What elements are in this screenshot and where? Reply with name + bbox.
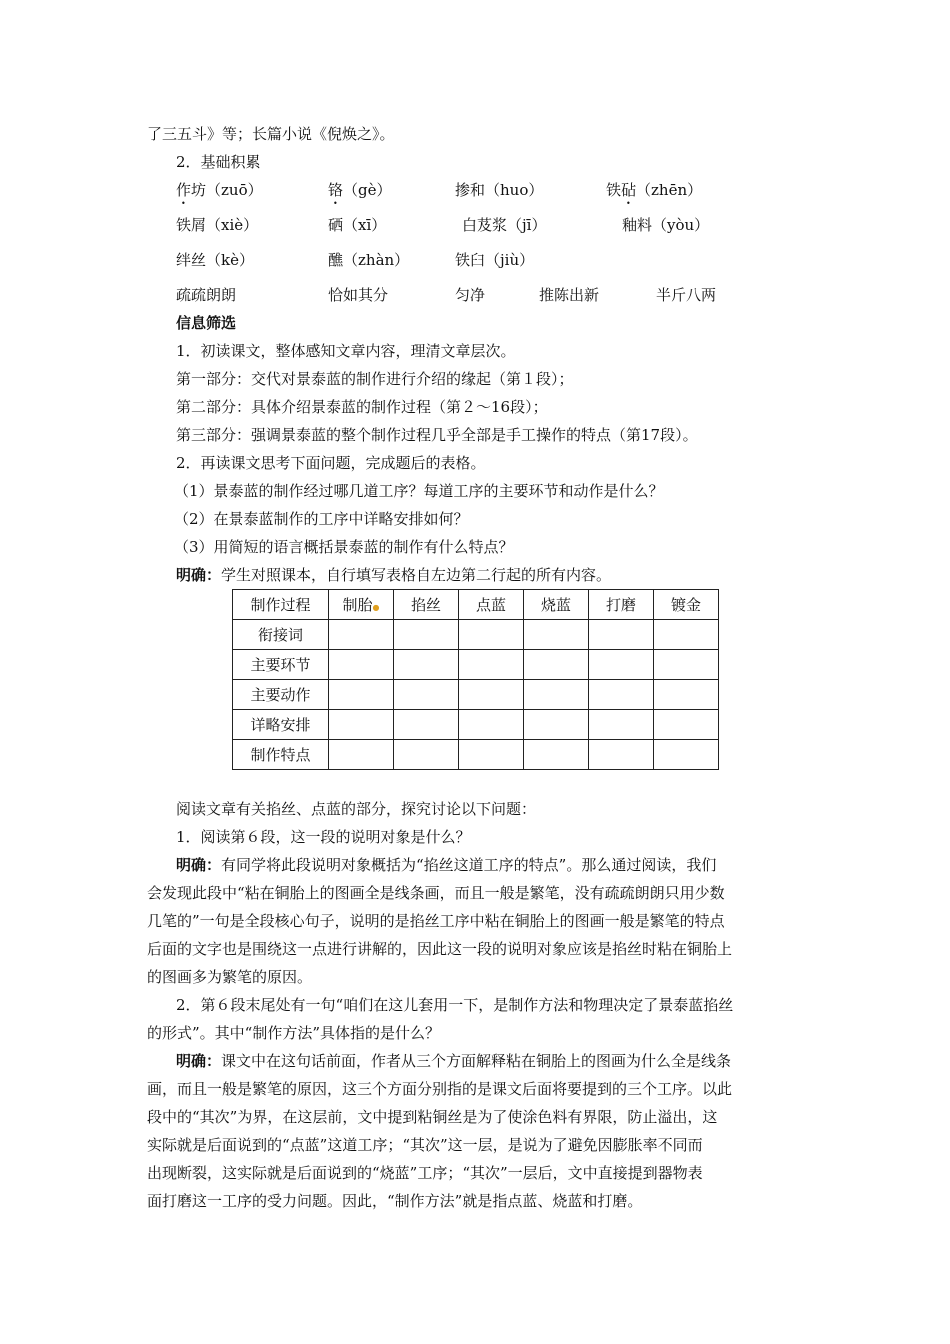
info-q1: 1．初读课文，整体感知文章内容，理清文章层次。 [176,342,516,360]
table-row [233,620,719,650]
process-table [232,589,719,770]
paragraph-line: 的图画多为繁笔的原因。 [147,968,313,986]
paragraph-line: 的形式”。其中“制作方法”具体指的是什么？ [147,1024,441,1042]
table-cell[interactable] [589,680,654,710]
paragraph-line: 出现断裂，这实际就是后面说到的“烧蓝”工序；“其次”一层后，文中直接提到器物表 [147,1164,703,1182]
table-cell[interactable] [589,620,654,650]
table-header-cell: 掐丝 [394,590,459,620]
table-cell[interactable] [524,740,589,770]
mark-dot: ● [372,603,380,612]
table-cell[interactable] [524,710,589,740]
vocab-item: 作坊（zuō） [176,181,263,199]
table-row-label: 衔接词 [233,620,329,650]
table-cell[interactable] [654,710,719,740]
discussion-a1: 明确：有同学将此段说明对象概括为“掐丝这道工序的特点”。那么通过阅读，我们 [176,856,717,874]
table-row [233,710,719,740]
info-heading: 信息筛选 [176,314,237,332]
part-3: 第三部分：强调景泰蓝的整个制作过程几乎全部是手工操作的特点（第17段）。 [176,426,698,444]
idiom: 恰如其分 [328,286,389,304]
sub-question-1: （1）景泰蓝的制作经过哪几道工序？每道工序的主要环节和动作是什么？ [174,482,664,500]
table-cell[interactable] [459,710,524,740]
table-header-cell: 制作过程 [233,590,329,620]
table-cell[interactable] [394,680,459,710]
idiom: 疏疏朗朗 [176,286,237,304]
table-row [233,650,719,680]
table-cell[interactable] [329,740,394,770]
vocab-item: 铁屑（xiè） [176,216,259,234]
table-cell[interactable] [459,620,524,650]
idiom: 匀净 [455,286,486,304]
part-1: 第一部分：交代对景泰蓝的制作进行介绍的缘起（第１段）； [176,370,574,388]
table-header-row [233,590,719,620]
answer-1: 明确：学生对照课本，自行填写表格自左边第二行起的所有内容。 [176,566,612,584]
basics-heading: 2．基础积累 [176,153,261,171]
sub-question-2: （2）在景泰蓝制作的工序中详略安排如何？ [174,510,469,528]
table-row-label: 主要动作 [233,680,329,710]
table-row [233,740,719,770]
table-cell[interactable] [524,680,589,710]
table-cell[interactable] [329,620,394,650]
table-header-cell: 打磨 [589,590,654,620]
table-cell[interactable] [394,650,459,680]
table-cell[interactable] [394,710,459,740]
table-cell[interactable] [459,680,524,710]
idiom: 半斤八两 [656,286,717,304]
table-cell[interactable] [589,650,654,680]
sub-question-3: （3）用简短的语言概括景泰蓝的制作有什么特点？ [174,538,514,556]
paragraph-line: 段中的“其次”为界，在这层前，文中提到粘铜丝是为了使涂色料有界限，防止溢出，这 [147,1108,718,1126]
paragraph-line: 画，而且一般是繁笔的原因，这三个方面分别指的是课文后面将要提到的三个工序。以此 [147,1080,733,1098]
table-cell[interactable] [524,620,589,650]
vocab-item: 釉料（yòu） [622,216,710,234]
paragraph-line: 后面的文字也是围绕这一点进行讲解的，因此这一段的说明对象应该是掐丝时粘在铜胎上 [147,940,733,958]
vocab-item: 绊丝（kè） [176,251,254,269]
vocab-item: 醮（zhàn） [328,251,410,269]
table-cell[interactable] [329,650,394,680]
table-cell[interactable] [394,620,459,650]
paragraph-line: 面打磨这一工序的受力问题。因此，“制作方法”就是指点蓝、烧蓝和打磨。 [147,1192,643,1210]
part-2: 第二部分：具体介绍景泰蓝的制作过程（第２～16段）； [176,398,548,416]
info-q2: 2．再读课文思考下面问题，完成题后的表格。 [176,454,486,472]
table-row-label: 制作特点 [233,740,329,770]
discussion-q2: 2．第６段末尾处有一句“咱们在这儿套用一下，是制作方法和物理决定了景泰蓝掐丝 [176,996,734,1014]
paragraph-line: 几笔的”一句是全段核心句子，说明的是掐丝工序中粘在铜胎上的图画一般是繁笔的特点 [147,912,725,930]
table-row-label: 主要环节 [233,650,329,680]
table-cell[interactable] [459,650,524,680]
discussion-intro: 阅读文章有关掐丝、点蓝的部分，探究讨论以下问题： [176,800,537,818]
table-row-label: 详略安排 [233,710,329,740]
table-header-cell: 烧蓝 [524,590,589,620]
table-cell[interactable] [654,680,719,710]
table-header-cell: 镀金 [654,590,719,620]
table-cell[interactable] [589,710,654,740]
vocab-item: 硒（xī） [328,216,387,234]
discussion-q1: 1．阅读第６段，这一段的说明对象是什么？ [176,828,471,846]
table-row [233,680,719,710]
idiom: 推陈出新 [539,286,600,304]
table-cell[interactable] [654,740,719,770]
vocab-item: 铁砧（zhēn） [606,181,703,199]
discussion-a2: 明确：课文中在这句话前面，作者从三个方面解释粘在铜胎上的图画为什么全是线条 [176,1052,732,1070]
table-cell[interactable] [329,710,394,740]
vocab-item: 掺和（huo） [455,181,544,199]
table-cell[interactable] [654,620,719,650]
table-cell[interactable] [394,740,459,770]
table-header-cell: 制胎● [329,590,394,620]
table-cell[interactable] [654,650,719,680]
table-cell[interactable] [459,740,524,770]
table-header-cell: 点蓝 [459,590,524,620]
table-cell[interactable] [589,740,654,770]
table-cell[interactable] [524,650,589,680]
paragraph-line: 会发现此段中“粘在铜胎上的图画全是线条画，而且一般是繁笔，没有疏疏朗朗只用少数 [147,884,725,902]
vocab-item: 铁臼（jiù） [455,251,535,269]
paragraph-line: 实际就是后面说到的“点蓝”这道工序；“其次”这一层，是说为了避免因膨胀率不同而 [147,1136,703,1154]
intro-tail: 了三五斗》等；长篇小说《倪焕之》。 [147,125,395,143]
table-cell[interactable] [329,680,394,710]
vocab-item: 铬（gè） [328,181,392,199]
vocab-item: 白芨浆（jī） [462,216,547,234]
